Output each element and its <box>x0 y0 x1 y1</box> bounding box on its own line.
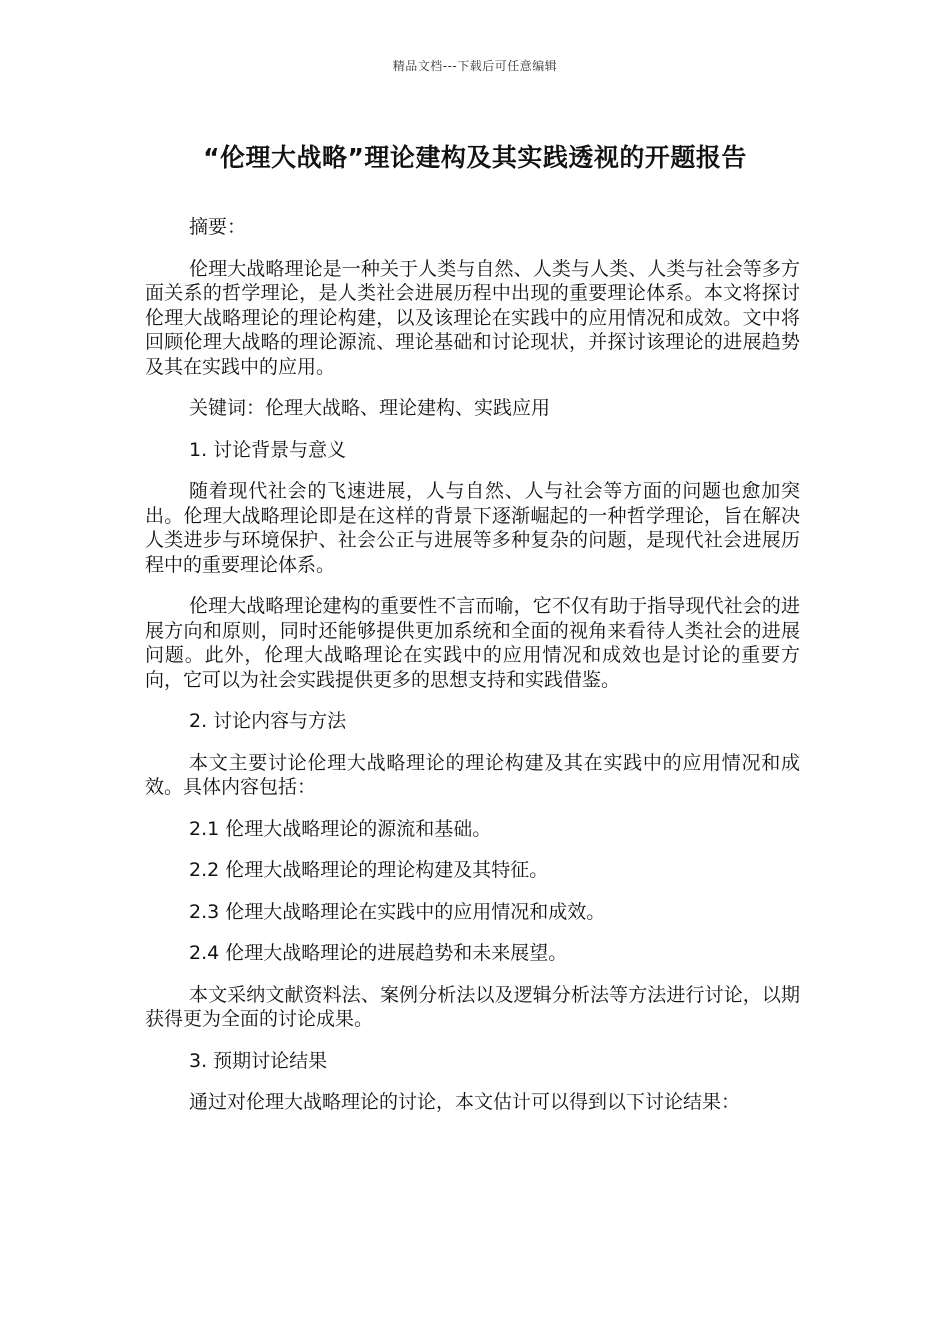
list-item: 2.2 伦理大战略理论的理论构建及其特征。 <box>189 859 549 881</box>
list-item: 2.1 伦理大战略理论的源流和基础。 <box>189 817 492 840</box>
body-paragraph: 本文主要讨论伦理大战略理论的理论构建及其在实践中的应用情况和成效。具体内容包括： <box>145 751 800 798</box>
list-item: 2.4 伦理大战略理论的进展趋势和未来展望。 <box>189 942 568 964</box>
list-item: 2.3 伦理大战略理论在实践中的应用情况和成效。 <box>189 900 606 923</box>
body-paragraph: 随着现代社会的飞速进展，人与自然、人与社会等方面的问题也愈加突出。伦理大战略理论即是在这样的背景下逐渐崛起的一种哲学理论，旨在解决人类进步与环境保护、社会公正与进展等多种复杂的问题，是现代社会进展历程中的重要理论体系。 <box>145 480 800 576</box>
abstract-heading: 摘要： <box>189 216 247 238</box>
keywords: 关键词：伦理大战略、理论建构、实践应用 <box>189 397 551 419</box>
abstract-paragraph: 伦理大战略理论是一种关于人类与自然、人类与人类、人类与社会等多方面关系的哲学理论，是人类社会进展历程中出现的重要理论体系。本文将探讨伦理大战略理论的理论构建，以及该理论在实践中的应用情况和成效。文中将回顾伦理大战略的理论源流、理论基础和讨论现状，并探讨该理论的进展趋势及其在实践中的应用。 <box>145 257 800 378</box>
body-paragraph: 伦理大战略理论建构的重要性不言而喻，它不仅有助于指导现代社会的进展方向和原则，同时还能够提供更加系统和全面的视角来看待人类社会的进展问题。此外，伦理大战略理论在实践中的应用情况和成效也是讨论的重要方向，它可以为社会实践提供更多的思想支持和实践借鉴。 <box>145 595 800 691</box>
document-title: “伦理大战略”理论建构及其实践透视的开题报告 <box>203 143 747 172</box>
body-paragraph: 本文采纳文献资料法、案例分析法以及逻辑分析法等方法进行讨论，以期获得更为全面的讨论成果。 <box>145 983 800 1030</box>
section-heading-2: 2. 讨论内容与方法 <box>189 710 347 732</box>
section-heading-1: 1. 讨论背景与意义 <box>189 438 347 461</box>
header-note: 精品文档---下载后可任意编辑 <box>392 59 558 73</box>
body-paragraph: 通过对伦理大战略理论的讨论，本文估计可以得到以下讨论结果： <box>189 1091 741 1113</box>
document-body <box>145 215 800 1132</box>
section-heading-3: 3. 预期讨论结果 <box>189 1049 328 1072</box>
